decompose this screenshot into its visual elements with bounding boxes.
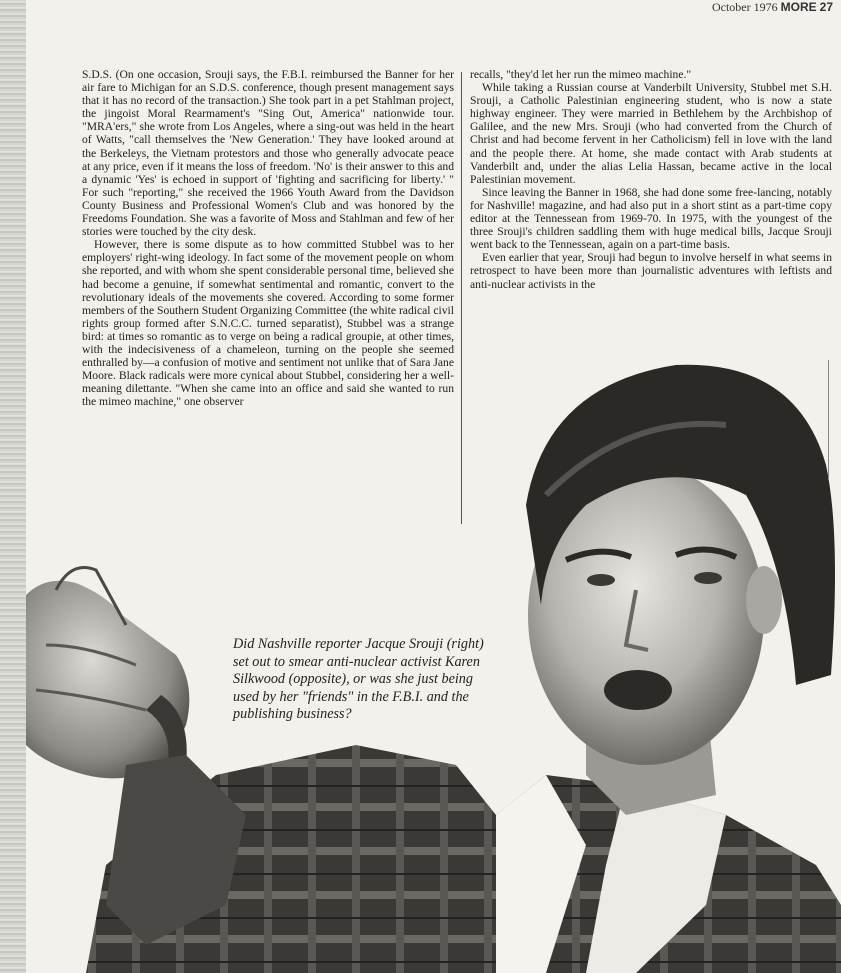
page-number: 27	[819, 0, 833, 14]
issue-date: October 1976	[711, 0, 778, 14]
article-paragraph: While taking a Russian course at Vanderbilt University, Stubbel met S.H. Srouji, a Catholic Palestinian engineering student, who is now a state highway engineer. They were married in Bethlehem by the Archbishop of Galilee, and the new Mrs. Srouji (who had converted from the Church of Christ and had become fervent in her Catholicism) fell in love with the land and the people there. At home, she made contact with Arab students at Vanderbilt and, under the alias Lelia Hassan, became active in the local Palestinian movement.	[470, 81, 832, 186]
article-right-column	[470, 68, 832, 291]
article-paragraph: Since leaving the Banner in 1968, she had done some free-lancing, notably for Nashville! magazine, and had also put in a short stint as a part-time copy editor at the Tennessean from 1969-70. In 1975, with the youngest of the three Srouji's children saddling them with huge medical bills, Jacque Srouji went back to the Tennessean, again on a part-time basis.	[470, 185, 832, 252]
photo-caption	[233, 636, 493, 724]
magazine-name: MORE	[780, 0, 817, 14]
page-binding-edge	[0, 0, 26, 973]
caption-text: Did Nashville reporter Jacque Srouji (right) set out to smear anti-nuclear activist Karen Silkwood (opposite), or was she just being used by her "friends" in the F.B.I. and the publishing business?	[233, 636, 484, 722]
running-head	[712, 0, 833, 14]
article-paragraph: S.D.S. (On one occasion, Srouji says, the F.B.I. reimbursed the Banner for her air fare to Michigan for an S.D.S. conference, though present management says that it has no record of the transaction.) She took part in a pet Stahlman project, the jingoist Moral Rearmament's "Sing Out, America" nationwide tour. "MRA'ers," she wrote from Los Angeles, where a sing-out was held in the heart of Watts, "call themselves the 'New Generation.' They have looked around at the Berkeleys, the Vietnam protestors and those who generally advocate peace at any price, even if it means the loss of freedom. 'No' is their answer to this and a dynamic 'Yes' is echoed in support of 'fighting and sacrificing for liberty.' " For such "reporting," she received the 1966 Youth Award from the Davidson County Business and Professional Women's Club and was honored by the Freedoms Foundation. She was a favorite of Moss and Stahlman and few of her stories were touched by the city desk.	[82, 68, 454, 239]
article-paragraph: recalls, "they'd let her run the mimeo machine."	[470, 68, 692, 81]
column-rule-right	[828, 360, 829, 480]
article-paragraph: However, there is some dispute as to how committed Stubbel was to her employers' right-wing ideology. In fact some of the movement people on whom she reported, and with whom she spent considerable personal time, believed she had become a genuine, if somewhat sentimental and romantic, convert to the revolutionary ideals of the movements she covered. According to some former members of the Southern Student Organizing Committee (the white radical civil rights group formed after S.N.C.C. turned separatist), Stubbel was a strange bird: at times so romantic as to verge on being a radical groupie, at other times, with the indecisiveness of a chameleon, turning on the people she seemed enthralled by—a confusion of motive and sentiment not unlike that of Sara Jane Moore. Black radicals were more cynical about Stubbel, considering her a well-meaning dilettante. "When she came into an office and said she wanted to run the mimeo machine," one observer	[82, 238, 454, 409]
article-paragraph: Even earlier that year, Srouji had begun to involve herself in what seems in retrospect to have been more than journalistic adventures with leftists and anti-nuclear activists in the	[470, 251, 832, 291]
